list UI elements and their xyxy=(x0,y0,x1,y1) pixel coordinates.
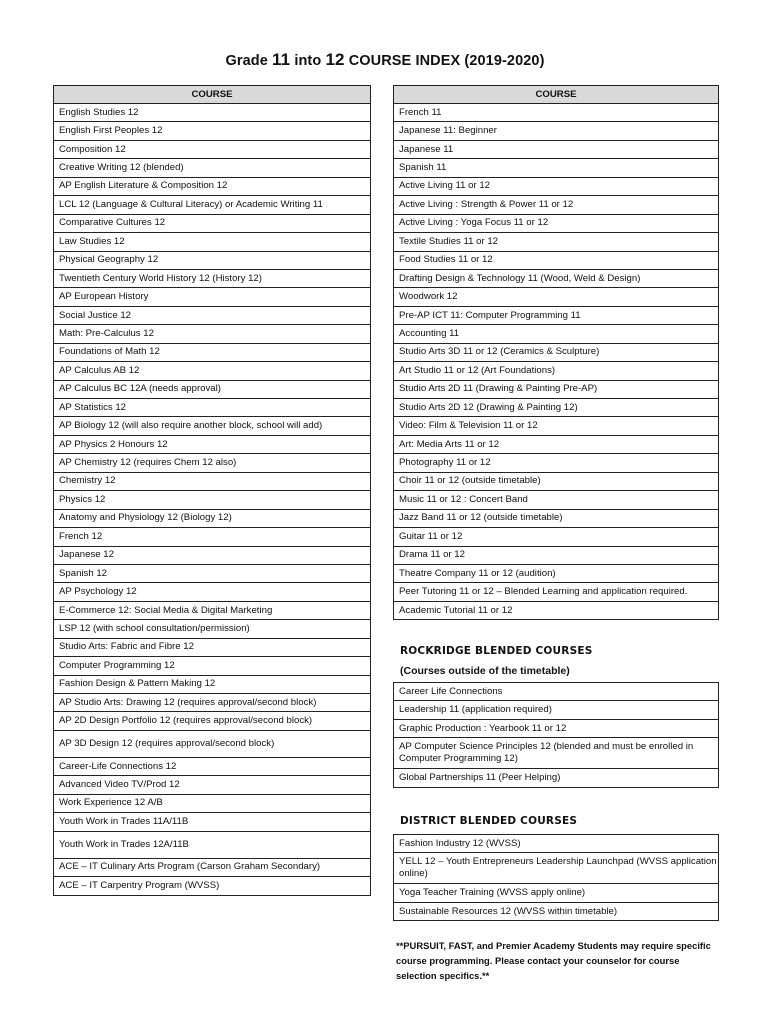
table-row xyxy=(394,306,719,324)
course-cell: English Studies 12 xyxy=(54,104,371,122)
table-row xyxy=(54,813,371,831)
table-row xyxy=(54,528,371,546)
course-cell: Graphic Production : Yearbook 11 or 12 xyxy=(394,719,719,737)
course-cell: Fashion Design & Pattern Making 12 xyxy=(54,675,371,693)
course-cell: Pre-AP ICT 11: Computer Programming 11 xyxy=(394,306,719,324)
table-row xyxy=(394,288,719,306)
table-row xyxy=(54,776,371,794)
course-cell: Japanese 11: Beginner xyxy=(394,122,719,140)
course-cell: LSP 12 (with school consultation/permission) xyxy=(54,620,371,638)
course-cell: AP Biology 12 (will also require another block, school will add) xyxy=(54,417,371,435)
table-row xyxy=(394,835,719,853)
table-row xyxy=(54,491,371,509)
table-row xyxy=(54,546,371,564)
course-cell: Woodwork 12 xyxy=(394,288,719,306)
table-row xyxy=(54,601,371,619)
table-row xyxy=(394,343,719,361)
course-cell: Drafting Design & Technology 11 (Wood, Weld & Design) xyxy=(394,269,719,287)
table-row xyxy=(54,104,371,122)
table-row xyxy=(394,269,719,287)
table-row xyxy=(394,738,719,769)
table-row xyxy=(54,343,371,361)
table-row xyxy=(54,325,371,343)
table-row xyxy=(54,694,371,712)
table-row xyxy=(54,509,371,527)
course-cell: Youth Work in Trades 11A/11B xyxy=(54,813,371,831)
rockridge-course-table xyxy=(393,682,719,788)
table-row xyxy=(54,380,371,398)
course-cell: Physical Geography 12 xyxy=(54,251,371,269)
table-row xyxy=(54,454,371,472)
table-row xyxy=(394,769,719,787)
table-row xyxy=(54,564,371,582)
table-row xyxy=(394,902,719,920)
course-cell: Law Studies 12 xyxy=(54,233,371,251)
table-row xyxy=(54,794,371,812)
table-row xyxy=(54,638,371,656)
course-cell: Fashion Industry 12 (WVSS) xyxy=(394,835,719,853)
table-row xyxy=(54,399,371,417)
table-row xyxy=(394,564,719,582)
course-cell: Studio Arts 2D 11 (Drawing & Painting Pre-AP) xyxy=(394,380,719,398)
course-cell: Advanced Video TV/Prod 12 xyxy=(54,776,371,794)
table-row xyxy=(394,435,719,453)
course-cell: French 12 xyxy=(54,528,371,546)
course-cell: Active Living : Yoga Focus 11 or 12 xyxy=(394,214,719,232)
course-cell: ACE – IT Carpentry Program (WVSS) xyxy=(54,877,371,895)
table-row xyxy=(394,159,719,177)
course-cell: Choir 11 or 12 (outside timetable) xyxy=(394,472,719,490)
course-cell: Peer Tutoring 11 or 12 – Blended Learning and application required. xyxy=(394,583,719,601)
table-row xyxy=(394,104,719,122)
course-cell: Computer Programming 12 xyxy=(54,657,371,675)
table-row xyxy=(394,683,719,701)
rockridge-subheading: (Courses outside of the timetable) xyxy=(400,665,570,677)
table-row xyxy=(54,712,371,730)
course-cell: Leadership 11 (application required) xyxy=(394,701,719,719)
course-cell: Art Studio 11 or 12 (Art Foundations) xyxy=(394,362,719,380)
table-row xyxy=(394,196,719,214)
course-cell: French 11 xyxy=(394,104,719,122)
right-course-table xyxy=(393,85,719,620)
course-cell: Studio Arts: Fabric and Fibre 12 xyxy=(54,638,371,656)
table-row xyxy=(54,657,371,675)
course-cell: Spanish 11 xyxy=(394,159,719,177)
course-cell: AP Physics 2 Honours 12 xyxy=(54,435,371,453)
table-row xyxy=(54,122,371,140)
table-row xyxy=(394,546,719,564)
table-row xyxy=(54,196,371,214)
table-row xyxy=(54,435,371,453)
title-text: COURSE INDEX (2019-2020) xyxy=(344,53,545,69)
course-cell: Japanese 11 xyxy=(394,140,719,158)
course-cell: Anatomy and Physiology 12 (Biology 12) xyxy=(54,509,371,527)
table-row xyxy=(54,417,371,435)
course-cell: English First Peoples 12 xyxy=(54,122,371,140)
course-cell: Video: Film & Television 11 or 12 xyxy=(394,417,719,435)
page-title xyxy=(0,50,770,70)
table-row xyxy=(394,719,719,737)
table-row xyxy=(394,362,719,380)
district-course-table xyxy=(393,834,719,921)
course-cell: Art: Media Arts 11 or 12 xyxy=(394,435,719,453)
course-cell: Guitar 11 or 12 xyxy=(394,528,719,546)
footnote: **PURSUIT, FAST, and Premier Academy Students may require specific course programming. Please contact your counselor for course selection specifics.** xyxy=(396,940,711,981)
course-cell: Textile Studies 11 or 12 xyxy=(394,233,719,251)
table-row xyxy=(394,853,719,884)
course-cell: Studio Arts 3D 11 or 12 (Ceramics & Sculpture) xyxy=(394,343,719,361)
course-cell: YELL 12 – Youth Entrepreneurs Leadership Launchpad (WVSS application online) xyxy=(394,853,719,884)
course-cell: Comparative Cultures 12 xyxy=(54,214,371,232)
course-cell: AP Calculus AB 12 xyxy=(54,362,371,380)
course-cell: AP Statistics 12 xyxy=(54,399,371,417)
table-row xyxy=(394,140,719,158)
course-cell: LCL 12 (Language & Cultural Literacy) or Academic Writing 11 xyxy=(54,196,371,214)
course-cell: Work Experience 12 A/B xyxy=(54,794,371,812)
right-column-header: COURSE xyxy=(394,86,719,104)
course-cell: E-Commerce 12: Social Media & Digital Marketing xyxy=(54,601,371,619)
table-row xyxy=(54,583,371,601)
table-row xyxy=(54,140,371,158)
table-row xyxy=(54,877,371,895)
table-row xyxy=(54,214,371,232)
table-row xyxy=(394,509,719,527)
table-row xyxy=(394,325,719,343)
table-row xyxy=(394,528,719,546)
table-row xyxy=(394,380,719,398)
course-cell: Photography 11 or 12 xyxy=(394,454,719,472)
course-cell: AP European History xyxy=(54,288,371,306)
course-cell: Composition 12 xyxy=(54,140,371,158)
table-row xyxy=(54,177,371,195)
course-cell: Social Justice 12 xyxy=(54,306,371,324)
course-cell: AP Studio Arts: Drawing 12 (requires approval/second block) xyxy=(54,694,371,712)
rockridge-heading: ROCKRIDGE BLENDED COURSES xyxy=(400,645,593,657)
course-cell: Theatre Company 11 or 12 (audition) xyxy=(394,564,719,582)
table-row xyxy=(54,675,371,693)
table-row xyxy=(54,730,371,757)
course-cell: Youth Work in Trades 12A/11B xyxy=(54,831,371,858)
course-cell: Math: Pre-Calculus 12 xyxy=(54,325,371,343)
course-cell: Accounting 11 xyxy=(394,325,719,343)
table-row xyxy=(394,884,719,902)
left-column-header: COURSE xyxy=(54,86,371,104)
table-row xyxy=(54,233,371,251)
table-row xyxy=(54,159,371,177)
table-row xyxy=(54,362,371,380)
table-row xyxy=(394,251,719,269)
district-heading: DISTRICT BLENDED COURSES xyxy=(400,815,578,827)
course-cell: Yoga Teacher Training (WVSS apply online) xyxy=(394,884,719,902)
table-row xyxy=(54,269,371,287)
course-cell: AP 2D Design Portfolio 12 (requires approval/second block) xyxy=(54,712,371,730)
table-row xyxy=(54,757,371,775)
table-row xyxy=(394,454,719,472)
course-cell: Spanish 12 xyxy=(54,564,371,582)
title-grade-to: 12 xyxy=(325,50,345,69)
course-cell: Foundations of Math 12 xyxy=(54,343,371,361)
course-cell: Drama 11 or 12 xyxy=(394,546,719,564)
left-course-table xyxy=(53,85,371,896)
table-row xyxy=(54,472,371,490)
course-cell: Chemistry 12 xyxy=(54,472,371,490)
table-row xyxy=(54,831,371,858)
course-cell: ACE – IT Culinary Arts Program (Carson Graham Secondary) xyxy=(54,858,371,876)
table-row xyxy=(394,417,719,435)
course-cell: Global Partnerships 11 (Peer Helping) xyxy=(394,769,719,787)
table-row xyxy=(394,122,719,140)
course-cell: Career Life Connections xyxy=(394,683,719,701)
course-cell: AP Computer Science Principles 12 (blended and must be enrolled in Computer Programming 12) xyxy=(394,738,719,769)
course-cell: AP Calculus BC 12A (needs approval) xyxy=(54,380,371,398)
course-cell: Academic Tutorial 11 or 12 xyxy=(394,601,719,619)
table-row xyxy=(54,620,371,638)
table-row xyxy=(394,491,719,509)
course-cell: Active Living : Strength & Power 11 or 12 xyxy=(394,196,719,214)
table-row xyxy=(54,288,371,306)
title-text: into xyxy=(290,53,326,69)
course-cell: AP 3D Design 12 (requires approval/second block) xyxy=(54,730,371,757)
course-cell: Twentieth Century World History 12 (History 12) xyxy=(54,269,371,287)
course-cell: Studio Arts 2D 12 (Drawing & Painting 12) xyxy=(394,399,719,417)
table-row xyxy=(54,251,371,269)
course-cell: Music 11 or 12 : Concert Band xyxy=(394,491,719,509)
table-row xyxy=(394,214,719,232)
table-row xyxy=(54,306,371,324)
title-grade-from: 11 xyxy=(272,50,291,69)
course-cell: Jazz Band 11 or 12 (outside timetable) xyxy=(394,509,719,527)
course-cell: Career-Life Connections 12 xyxy=(54,757,371,775)
course-cell: AP Psychology 12 xyxy=(54,583,371,601)
table-row xyxy=(394,177,719,195)
course-cell: Japanese 12 xyxy=(54,546,371,564)
course-cell: AP English Literature & Composition 12 xyxy=(54,177,371,195)
course-cell: AP Chemistry 12 (requires Chem 12 also) xyxy=(54,454,371,472)
course-cell: Active Living 11 or 12 xyxy=(394,177,719,195)
table-row xyxy=(394,472,719,490)
table-row xyxy=(394,601,719,619)
table-row xyxy=(394,583,719,601)
course-cell: Food Studies 11 or 12 xyxy=(394,251,719,269)
course-cell: Physics 12 xyxy=(54,491,371,509)
table-row xyxy=(394,701,719,719)
table-row xyxy=(54,858,371,876)
course-cell: Creative Writing 12 (blended) xyxy=(54,159,371,177)
table-row xyxy=(394,399,719,417)
course-cell: Sustainable Resources 12 (WVSS within timetable) xyxy=(394,902,719,920)
title-text: Grade xyxy=(225,53,273,69)
table-row xyxy=(394,233,719,251)
